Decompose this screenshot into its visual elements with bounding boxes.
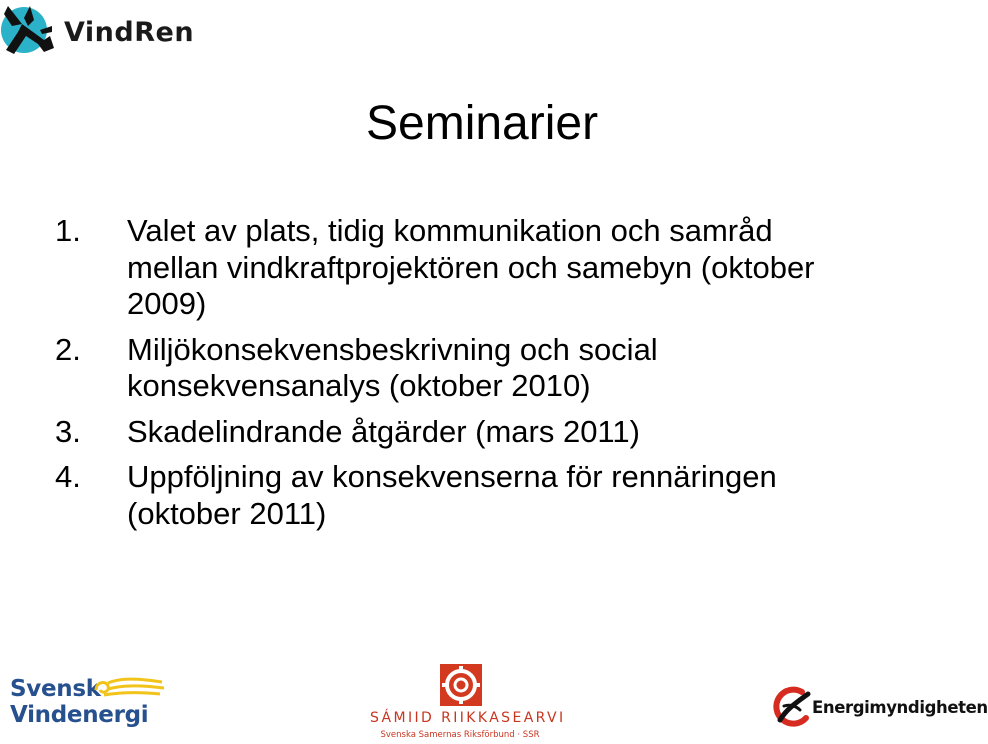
list-item-number: 2. (55, 331, 81, 367)
energimyndigheten-emblem-icon (768, 684, 814, 730)
list-item-text: Uppföljning av konsekvenserna för rennäringen (oktober 2011) (127, 459, 777, 531)
svensk-logo-line2: Vindenergi (10, 702, 149, 728)
list-item (0, 332, 960, 405)
vindren-emblem-icon (0, 0, 60, 62)
vindren-logo (0, 0, 215, 64)
list-item-text: Skadelindrande åtgärder (mars 2011) (127, 413, 640, 449)
sami-logo-subtitle: Svenska Samernas Riksförbund · SSR (380, 730, 540, 740)
list-item-number: 4. (55, 459, 81, 494)
list-item (0, 414, 960, 451)
energimyndigheten-logo (768, 684, 988, 732)
sami-emblem-icon (440, 664, 482, 706)
svensk-vindenergi-logo (6, 674, 166, 734)
list-item-number: 3. (55, 413, 81, 449)
seminar-list (0, 213, 960, 532)
vindren-logo-text: VindRen (64, 17, 195, 48)
list-item (0, 459, 960, 532)
list-item-number: 1. (55, 213, 81, 248)
energimyndigheten-logo-text: Energimyndigheten (812, 698, 988, 717)
list-item-text: Valet av plats, tidig kommunikation och samråd mellan vindkraftprojektören och samebyn (oktober 2009) (127, 213, 815, 321)
wind-swirl-icon (90, 674, 166, 704)
sami-riikkasearvi-logo (370, 664, 566, 744)
list-item-text: Miljökonsekvensbeskrivning och social konsekvensanalys (oktober 2010) (127, 331, 658, 403)
svensk-logo-line1: Svensk (10, 676, 101, 702)
list-item (0, 213, 960, 323)
sami-logo-name: SÁMIID RIIKKASEARVI (370, 710, 566, 726)
slide-title: Seminarier (366, 97, 599, 150)
